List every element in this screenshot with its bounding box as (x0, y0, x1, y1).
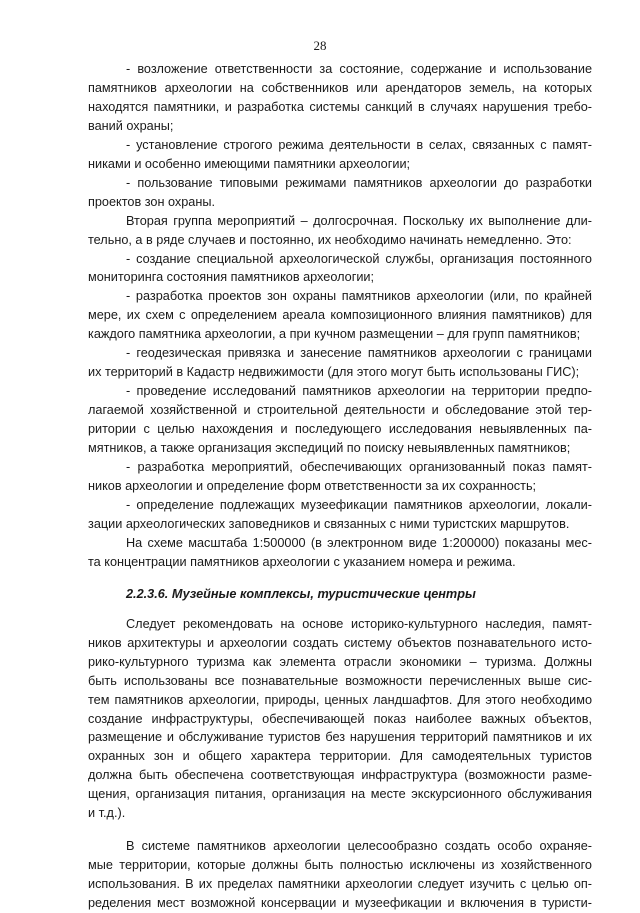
text-line: - проведение исследований памятников археологии на территории предпо- (126, 384, 592, 399)
text-line: В системе памятников археологии целесообразно создать особо охраняе- (126, 839, 592, 854)
text-line: мятников, а также организация экспедиций по поиску невыявленных памятников; (88, 441, 571, 456)
text-line: - создание специальной археологической службы, организация постоянного (126, 251, 592, 266)
text-line: размещение и обслуживание туристов без нарушения территорий памятников и их (88, 730, 592, 745)
document-body (88, 60, 592, 913)
paragraph (88, 615, 592, 823)
text-line: их территорий в Кадастр недвижимости (для этого могут быть использованы ГИС); (88, 365, 580, 380)
text-line: лагаемой хозяйственной и строительной деятельности и обследование этой тер- (88, 403, 592, 418)
text-line: находятся памятники, и разработка системы санкций в случаях нарушения требо- (88, 99, 592, 114)
text-line: зации археологических заповедников и связанных с ними туристских маршрутов. (88, 516, 570, 531)
text-line: - возложение ответственности за состояние, содержание и использование (126, 62, 592, 76)
text-line: - разработка мероприятий, обеспечивающих организованный показ памят- (126, 460, 592, 475)
text-line: тельно, а в ряде случаев и постоянно, их необходимо начинать немедленно. Это: (88, 232, 572, 247)
text-line: та концентрации памятников археологии с указанием номера и режима. (88, 554, 516, 569)
text-line: рико-культурного туризма как элемента отрасли экономики – туризма. Должны (88, 654, 592, 669)
text-line: мере, их схем с определением ареала композиционного влияния памятников) для (88, 308, 592, 323)
paragraph (88, 382, 592, 458)
paragraph (88, 344, 592, 382)
text-line: мые территории, которые должны быть полностью исключены из хозяйственного (88, 858, 592, 873)
text-line: - разработка проектов зон охраны памятников археологии (или, по крайней (126, 289, 592, 304)
text-line: проектов зон охраны. (88, 194, 216, 209)
text-line: должна быть обеспечена соответствующая инфраструктура (возможности разме- (88, 768, 592, 783)
text-line: ников архитектуры и археологии создать систему объектов познавательного исто- (88, 635, 592, 650)
text-line: - геодезическая привязка и занесение памятников археологии с границами (126, 346, 592, 361)
text-line: и т.д.). (88, 806, 126, 821)
page-number: 28 (313, 38, 327, 53)
paragraph (88, 496, 592, 534)
paragraph (88, 837, 592, 913)
text-line: использования. В их пределах памятники археологии следует изучить с целью оп- (88, 877, 592, 892)
text-line: создание инфраструктуры, обеспечивающей показ наиболее важных объектов, (88, 711, 592, 726)
paragraph (88, 136, 592, 174)
text-line: памятников археологии на собственников или арендаторов земель, на которых (88, 80, 592, 95)
text-line: быть использованы все познавательные возможности перечисленных выше сис- (88, 673, 592, 688)
text-before-heading (88, 60, 592, 572)
text-line: - определение подлежащих музеефикации памятников археологии, локали- (126, 497, 592, 512)
text-line: охранных зон и общего характера территории. Для самодеятельных туристов (88, 749, 592, 764)
text-line: никами и особенно имеющими памятники археологии; (88, 156, 411, 171)
text-line: ваний охраны; (88, 118, 174, 133)
paragraph (88, 174, 592, 212)
text-line: ределения мест возможной консервации и музеефикации и включения в туристи- (88, 896, 592, 911)
text-line: ритории с целью нахождения и последующего исследования невыявленных па- (88, 422, 592, 437)
text-line: мониторинга состояния памятников археологии; (88, 270, 375, 285)
text-line: - установление строгого режима деятельности в селах, связанных с памят- (126, 137, 592, 152)
text-line: Вторая группа мероприятий – долгосрочная. Поскольку их выполнение дли- (126, 213, 592, 228)
paragraph (88, 534, 592, 572)
paragraph (88, 458, 592, 496)
text-line: Следует рекомендовать на основе историко-культурного наследия, памят- (126, 616, 592, 631)
text-line: - пользование типовыми режимами памятников археологии до разработки (126, 175, 592, 190)
text-line: щения, организация питания, организация на месте экскурсионного обслуживания (88, 787, 592, 802)
text-line: каждого памятника археологии, а при кучном размещении – для групп памятников; (88, 327, 581, 342)
paragraph (88, 60, 592, 136)
paragraph (88, 287, 592, 344)
paragraph (88, 212, 592, 250)
section-heading: 2.2.3.6. Музейные комплексы, туристические центры (126, 586, 476, 601)
text-line: ников археологии и определение форм ответственности за их сохранность; (88, 478, 537, 493)
paragraph (88, 250, 592, 288)
text-line: тем памятников археологии, природы, ценных ландшафтов. Для этого необходимо (88, 692, 592, 707)
text-after-heading (88, 615, 592, 913)
text-line: На схеме масштаба 1:500000 (в электронном виде 1:200000) показаны мес- (126, 535, 592, 550)
